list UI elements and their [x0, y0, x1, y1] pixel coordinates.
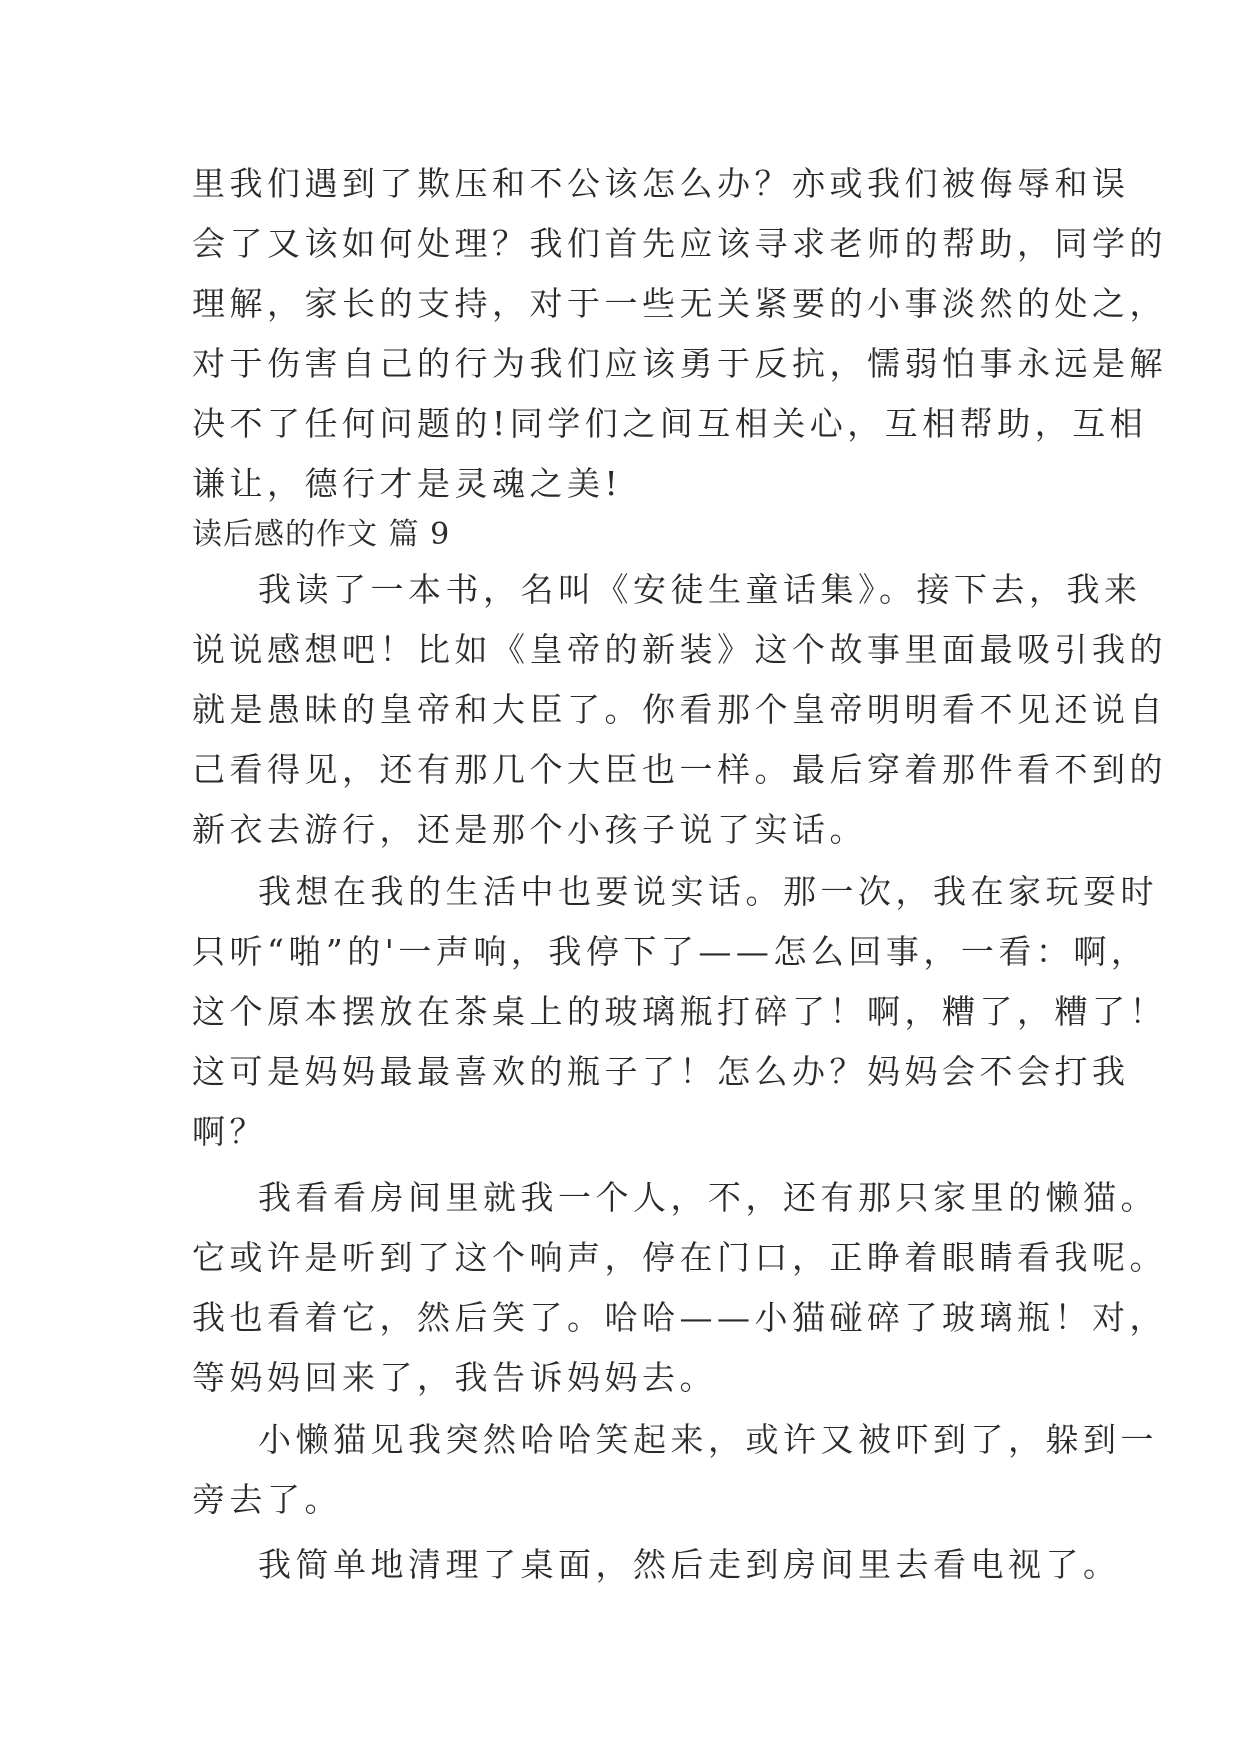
section-heading: 读后感的作文 篇 9	[192, 517, 451, 552]
text-line: 会了又该如何处理？我们首先应该寻求老师的帮助，同学的	[192, 224, 1167, 263]
text-line: 决不了任何问题的!同学们之间互相关心，互相帮助，互相	[192, 404, 1148, 443]
text-line: 这可是妈妈最最喜欢的瓶子了！怎么办？妈妈会不会打我	[192, 1052, 1130, 1091]
text-line: 我想在我的生活中也要说实话。那一次，我在家玩耍时	[258, 872, 1158, 911]
text-line: 我读了一本书，名叫《安徒生童话集》。接下去，我来	[258, 570, 1142, 609]
text-line: 等妈妈回来了，我告诉妈妈去。	[192, 1358, 717, 1397]
text-line: 谦让，德行才是灵魂之美!	[192, 464, 623, 503]
text-line: 说说感想吧！比如《皇帝的新装》这个故事里面最吸引我的	[192, 630, 1167, 669]
text-line: 这个原本摆放在茶桌上的玻璃瓶打碎了！啊，糟了，糟了！	[192, 992, 1167, 1031]
text-line: 对于伤害自己的行为我们应该勇于反抗，懦弱怕事永远是解	[192, 344, 1167, 383]
text-line: 小懒猫见我突然哈哈笑起来，或许又被吓到了，躲到一	[258, 1420, 1158, 1459]
text-line: 我看看房间里就我一个人，不，还有那只家里的懒猫。	[258, 1178, 1158, 1217]
text-line: 理解，家长的支持，对于一些无关紧要的小事淡然的处之，	[192, 284, 1167, 323]
text-line: 就是愚昧的皇帝和大臣了。你看那个皇帝明明看不见还说自	[192, 690, 1167, 729]
text-line: 新衣去游行，还是那个小孩子说了实话。	[192, 810, 867, 849]
text-line: 它或许是听到了这个响声，停在门口，正睁着眼睛看我呢。	[192, 1238, 1167, 1277]
text-line: 旁去了。	[192, 1480, 342, 1519]
text-line: 里我们遇到了欺压和不公该怎么办？亦或我们被侮辱和误	[192, 164, 1130, 203]
text-line: 只听“啪”的'一声响，我停下了——怎么回事，一看：啊，	[192, 932, 1149, 971]
text-line: 啊？	[192, 1112, 267, 1151]
text-line: 我简单地清理了桌面，然后走到房间里去看电视了。	[258, 1545, 1121, 1584]
text-line: 己看得见，还有那几个大臣也一样。最后穿着那件看不到的	[192, 750, 1167, 789]
text-line: 我也看着它，然后笑了。哈哈——小猫碰碎了玻璃瓶！对，	[192, 1298, 1167, 1337]
